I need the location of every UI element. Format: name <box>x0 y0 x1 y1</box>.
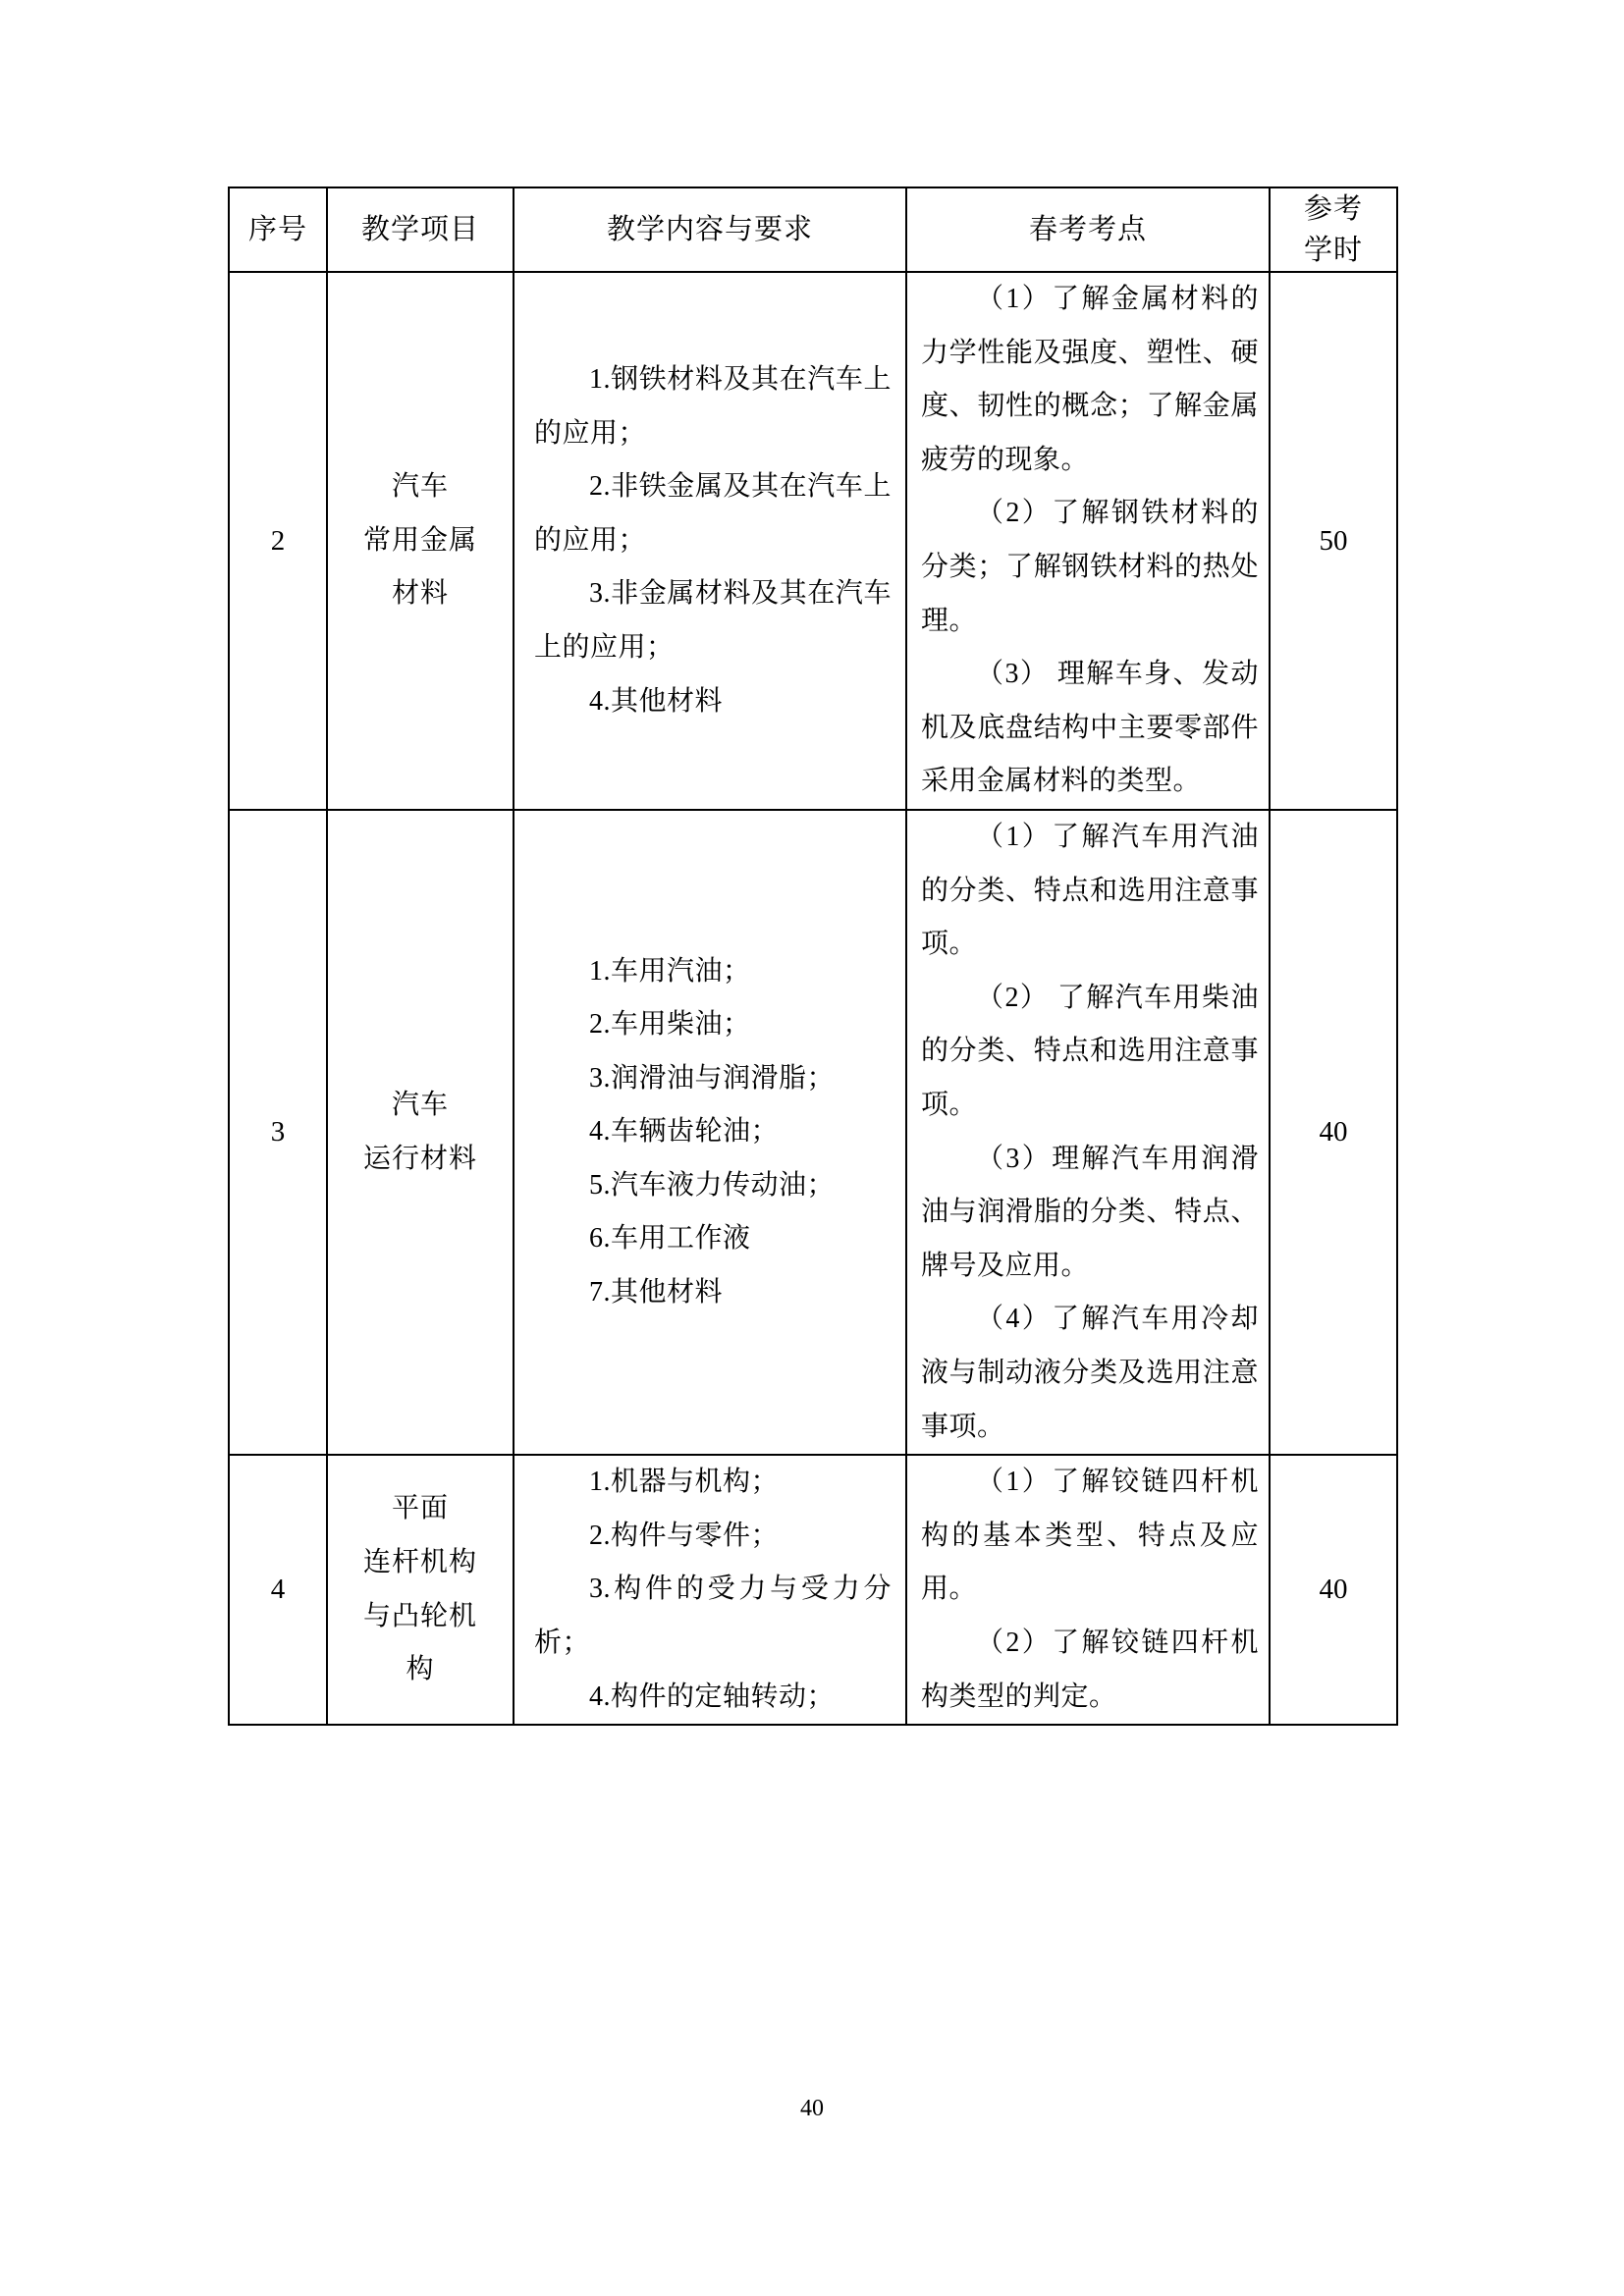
content-item: 4.车辆齿轮油； <box>589 1116 780 1148</box>
content-item: 3.润滑油与润滑脂； <box>589 1062 836 1094</box>
project-line: 汽车 <box>391 471 449 503</box>
exam-item: （4）了解汽车用冷却液与制动液分类及选用注意事项。 <box>921 1304 1259 1442</box>
content-item: 1.车用汽油； <box>589 955 751 987</box>
row-serial-number: 4 <box>229 1455 327 1725</box>
row-exam-points <box>906 272 1270 810</box>
project-line: 连杆机构 <box>362 1547 477 1578</box>
header-exam-points: 春考考点 <box>906 187 1270 272</box>
content-item: 1.钢铁材料及其在汽车上的应用； <box>534 363 892 449</box>
header-reference-hours-line1: 参考 <box>1303 193 1363 225</box>
table-row <box>229 810 1397 1455</box>
content-item: 6.车用工作液 <box>589 1223 751 1255</box>
project-line: 平面 <box>391 1493 449 1524</box>
table-row <box>229 272 1397 810</box>
content-item: 4.其他材料 <box>589 685 724 717</box>
exam-item: （1）了解汽车用汽油的分类、特点和选用注意事项。 <box>921 822 1259 960</box>
table-header-row <box>229 187 1397 272</box>
row-exam-points <box>906 1455 1270 1725</box>
header-teaching-content: 教学内容与要求 <box>514 187 906 272</box>
row-reference-hours: 50 <box>1270 272 1397 810</box>
project-line: 汽车 <box>391 1090 449 1120</box>
content-item: 4.构件的定轴转动； <box>589 1681 836 1712</box>
row-teaching-project <box>327 810 514 1455</box>
header-teaching-project: 教学项目 <box>327 187 514 272</box>
row-teaching-content <box>514 810 906 1455</box>
project-line: 材料 <box>391 578 449 610</box>
project-line: 运行材料 <box>362 1143 477 1174</box>
exam-item: （2）了解铰链四杆机构类型的判定。 <box>921 1627 1259 1712</box>
content-item: 3.非金属材料及其在汽车上的应用； <box>534 578 892 663</box>
content-item: 3.构件的受力与受力分析； <box>534 1574 892 1658</box>
header-serial-number: 序号 <box>229 187 327 272</box>
exam-item: （1）了解金属材料的力学性能及强度、塑性、硬度、韧性的概念；了解金属疲劳的现象。 <box>921 284 1259 475</box>
content-item: 1.机器与机构； <box>589 1467 780 1498</box>
content-item: 7.其他材料 <box>589 1277 724 1308</box>
row-reference-hours: 40 <box>1270 810 1397 1455</box>
exam-item: （3） 理解车身、发动机及底盘结构中主要零部件采用金属材料的类型。 <box>921 659 1259 797</box>
project-line: 构 <box>406 1654 435 1685</box>
header-reference-hours <box>1270 187 1397 272</box>
row-serial-number: 3 <box>229 810 327 1455</box>
exam-item: （1）了解铰链四杆机构的基本类型、特点及应用。 <box>921 1467 1259 1605</box>
row-teaching-project <box>327 272 514 810</box>
content-item: 2.车用柴油； <box>589 1009 751 1041</box>
project-line: 常用金属 <box>362 524 477 556</box>
row-exam-points <box>906 810 1270 1455</box>
row-teaching-content <box>514 272 906 810</box>
content-item: 2.非铁金属及其在汽车上的应用； <box>534 471 892 556</box>
exam-item: （2） 了解汽车用柴油的分类、特点和选用注意事项。 <box>921 982 1259 1120</box>
content-item: 2.构件与零件； <box>589 1520 780 1551</box>
row-teaching-project <box>327 1455 514 1725</box>
row-serial-number: 2 <box>229 272 327 810</box>
row-reference-hours: 40 <box>1270 1455 1397 1725</box>
exam-item: （3）理解汽车用润滑油与润滑脂的分类、特点、牌号及应用。 <box>921 1143 1259 1281</box>
page-number: 40 <box>800 2096 824 2121</box>
table-row <box>229 1455 1397 1725</box>
header-reference-hours-line2: 学时 <box>1303 235 1363 267</box>
project-line: 与凸轮机 <box>362 1600 477 1631</box>
row-teaching-content <box>514 1455 906 1725</box>
exam-item: （2）了解钢铁材料的分类；了解钢铁材料的热处理。 <box>921 498 1259 636</box>
content-item: 5.汽车液力传动油； <box>589 1169 836 1201</box>
teaching-syllabus-table <box>228 187 1398 1726</box>
